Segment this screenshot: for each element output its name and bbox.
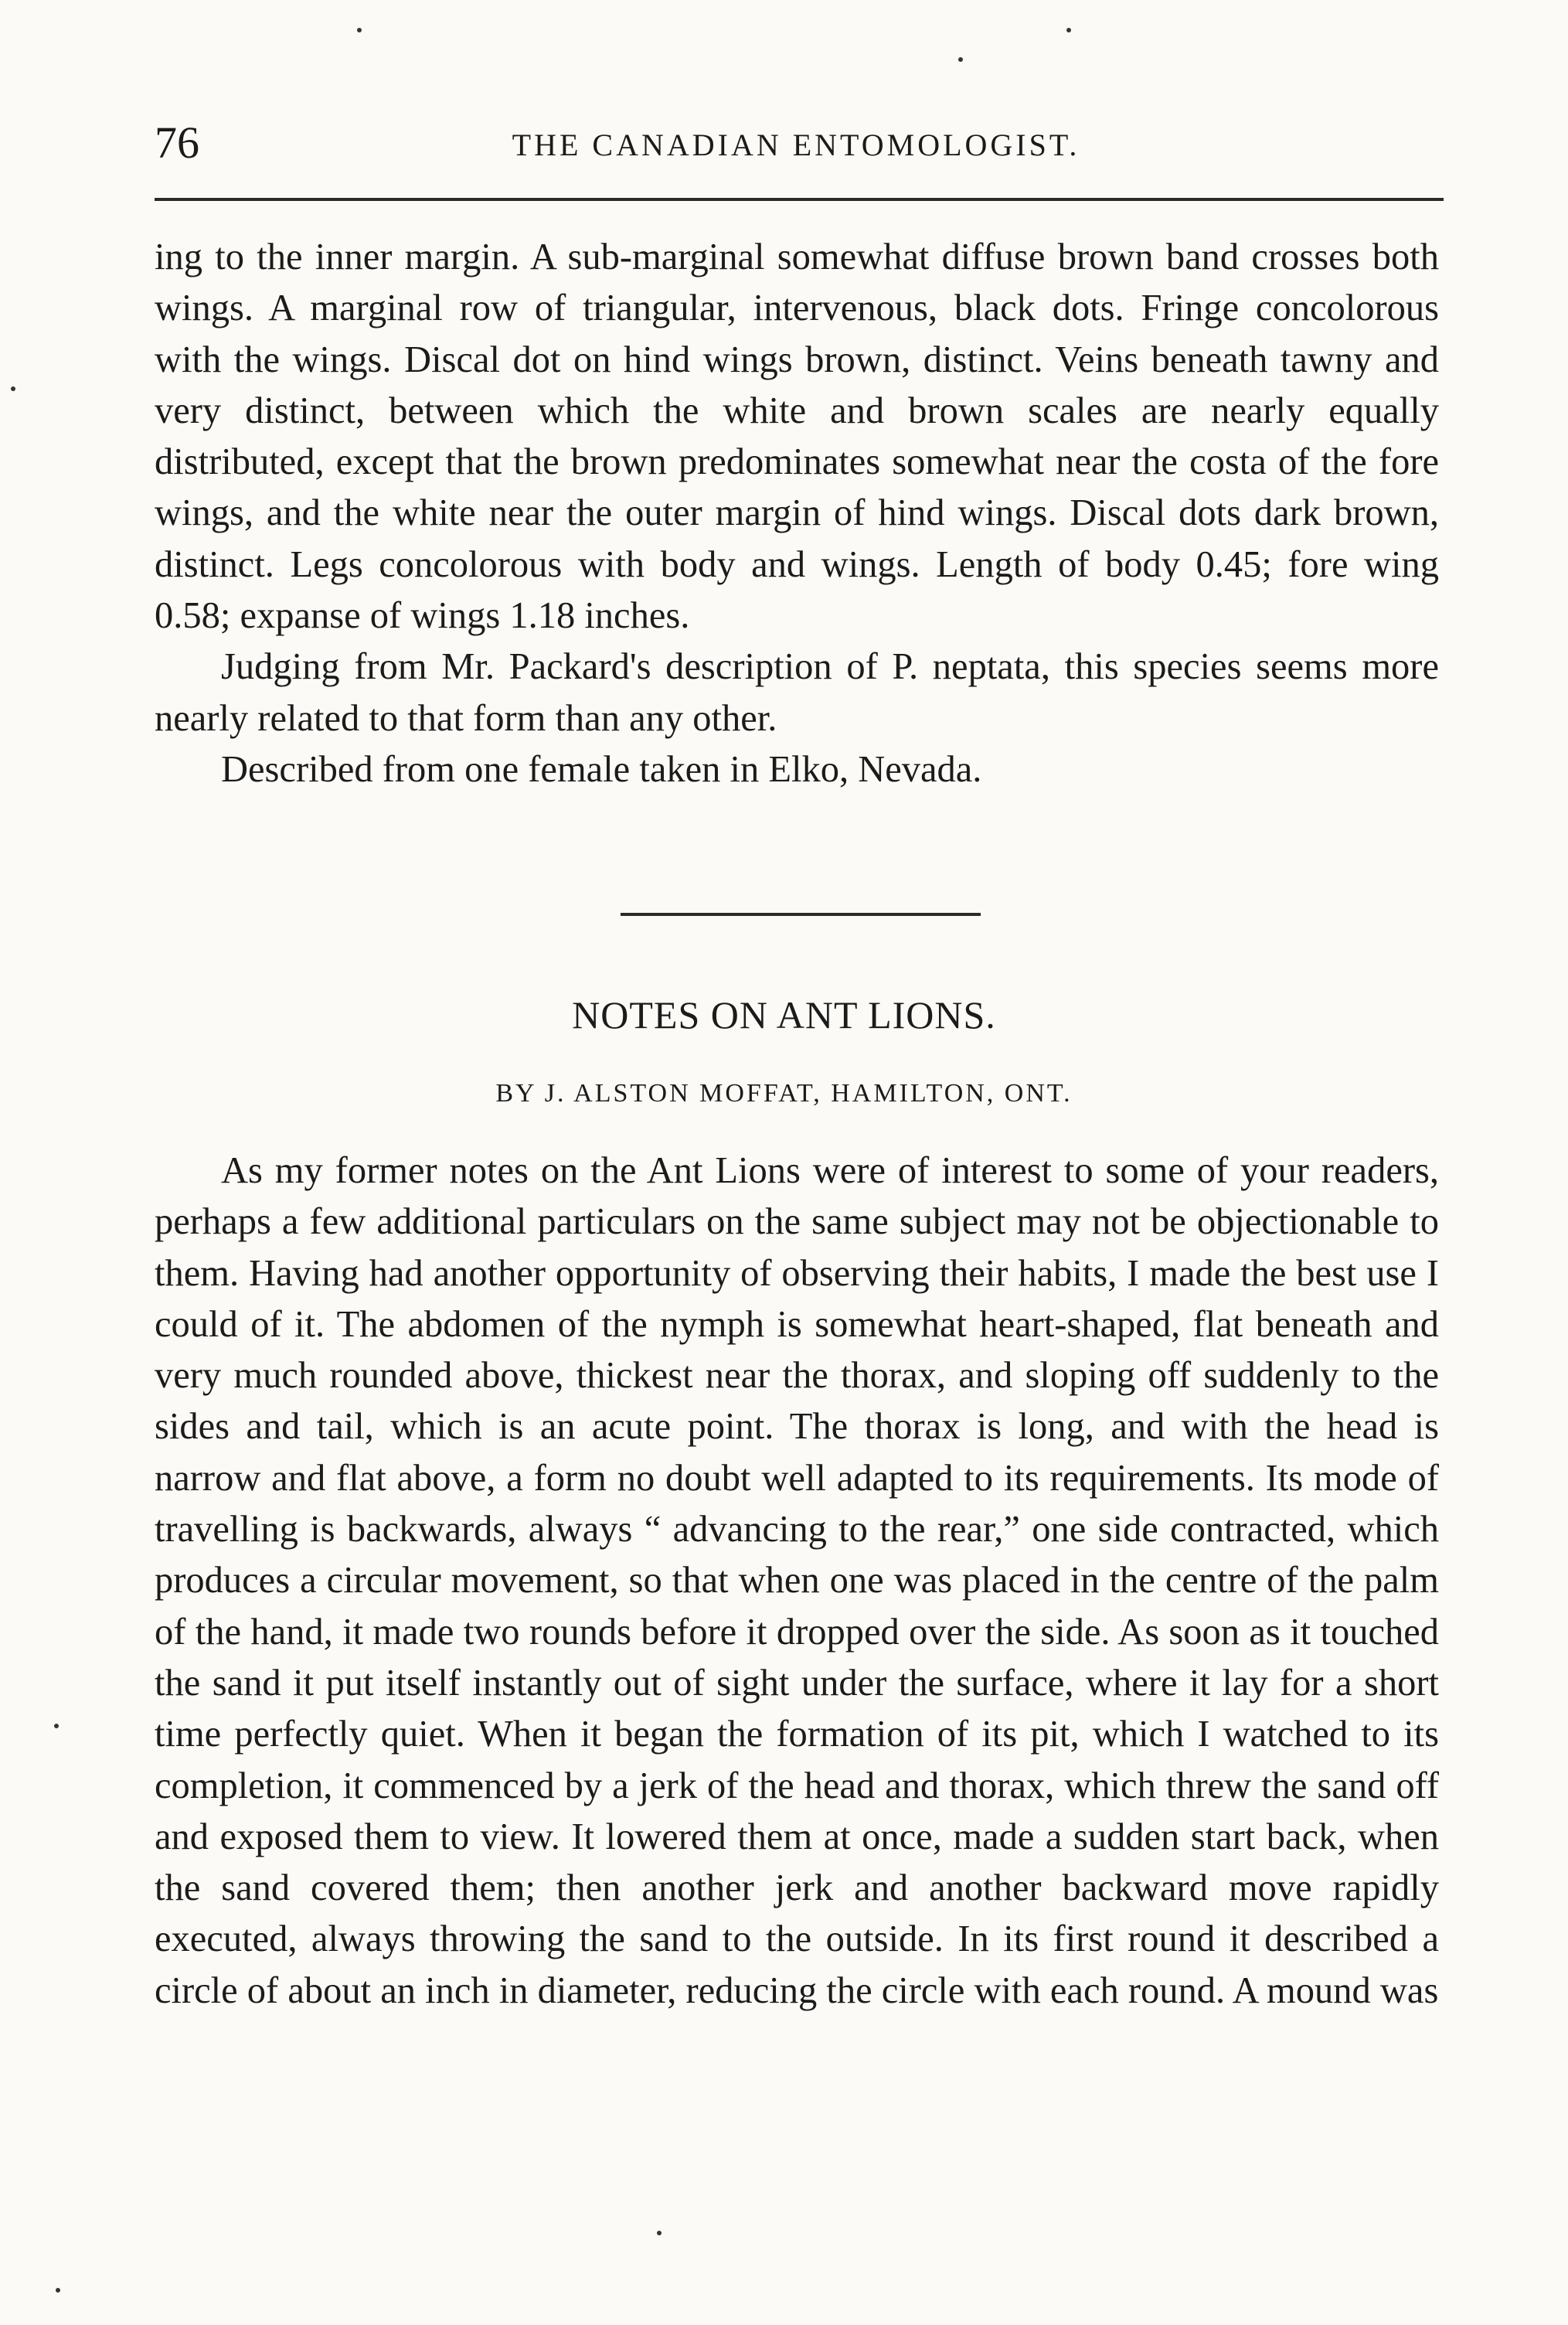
paragraph: Described from one female taken in Elko, Nevada. [221,748,982,790]
article-byline: BY J. ALSTON MOFFAT, HAMILTON, ONT. [495,1079,1073,1108]
scan-speck [958,57,963,62]
continued-description [155,232,1439,795]
article-body [155,1145,1439,2017]
scan-speck [11,386,15,391]
paragraph: ing to the inner margin. A sub-marginal somewhat diffuse brown band crosses both wings. A marginal row of triangular, intervenous, black dots. Fringe concolorous with the wings. Discal dot on hind wings brown, distinct. Veins beneath tawny and very distinct, between which the white and brown scales are nearly equally distributed, except that the brown predominates somewhat near the costa of the fore wings, and the white near the outer margin of hind wings. Discal dots dark brown, distinct. Legs concolorous with body and wings. Length of body 0.45; fore wing 0.58; expanse of wings 1.18 inches. [155,237,1439,637]
scan-speck [357,28,362,32]
scan-speck [54,1724,59,1728]
header-rule [155,198,1444,201]
page-header [155,116,1437,170]
scan-speck [1066,28,1071,32]
page-number: 76 [155,117,199,168]
paragraph: Judging from Mr. Packard's description of P. neptata, this species seems more nearly related to that form than any other. [155,646,1439,739]
article-title: NOTES ON ANT LIONS. [572,993,996,1037]
section-separator [621,913,981,916]
paragraph: As my former notes on the Ant Lions were of interest to some of your readers, perhaps a few additional particulars on the same subject may not be objectionable to them. Having had another opportunity of observing their habits, I made the best use I could of it. The abdomen of the nymph is somewhat heart-shaped, flat beneath and very much rounded above, thickest near the thorax, and sloping off suddenly to the sides and tail, which is an acute point. The thorax is long, and with the head is narrow and flat above, a form no doubt well adapted to its requirements. Its mode of travelling is backwards, always “ advancing to the rear,” one side contracted, which produces a circular movement, so that when one was placed in the centre of the palm of the hand, it made two rounds before it dropped over the side. As soon as it touched the sand it put itself instantly out of sight under the surface, where it lay for a short time perfectly quiet. When it began the formation of its pit, which I watched to its completion, it commenced by a jerk of the head and thorax, which threw the sand off and exposed them to view. It lowered them at once, made a sudden start back, when the sand covered them; then another jerk and another backward move rapidly executed, always throwing the sand to the outside. In its first round it described a circle of about an inch in diameter, reducing the circle with each round. A mound was [155,1150,1439,2011]
scan-speck [657,2231,662,2235]
running-head: THE CANADIAN ENTOMOLOGIST. [512,128,1080,162]
scan-speck [56,2288,60,2293]
